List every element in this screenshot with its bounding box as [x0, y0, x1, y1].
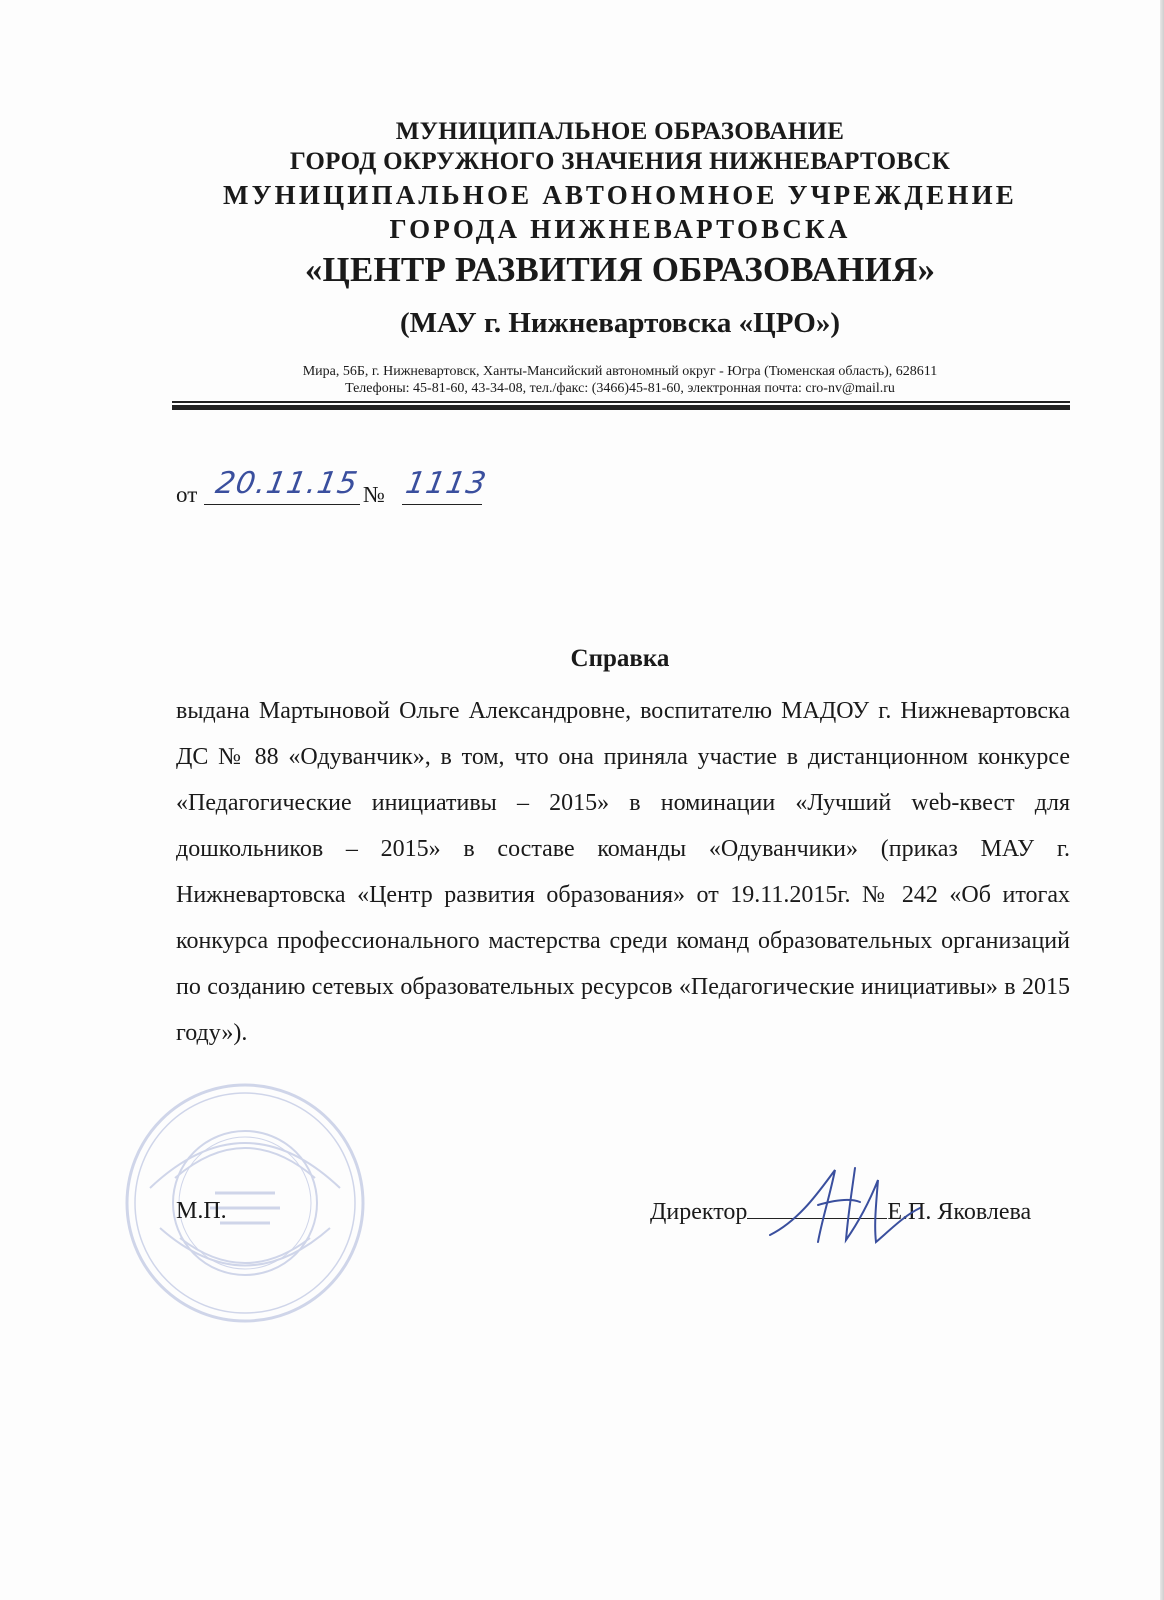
signer-name: Е.П. Яковлева	[887, 1199, 1032, 1225]
handwritten-date: 20.11.15	[212, 466, 361, 501]
document-title: Справка	[570, 645, 670, 672]
header-contacts: Телефоны: 45-81-60, 43-34-08, тел./факс: (3466)45-81-60, электронная почта: cro-nv@mail.ru	[345, 381, 895, 396]
handwritten-signature-icon	[760, 1160, 930, 1250]
header-short-name: (МАУ г. Нижневартовска «ЦРО»)	[400, 307, 840, 339]
header-institution-name: «ЦЕНТР РАЗВИТИЯ ОБРАЗОВАНИЯ»	[304, 250, 936, 289]
page-edge-shadow	[1160, 0, 1164, 1600]
header-divider-thick	[172, 405, 1070, 410]
header-institution-city: ГОРОДА НИЖНЕВАРТОВСКА	[389, 214, 851, 244]
header-divider-thin	[172, 401, 1070, 403]
header-city: ГОРОД ОКРУЖНОГО ЗНАЧЕНИЯ НИЖНЕВАРТОВСК	[289, 148, 951, 175]
header-address: Мира, 56Б, г. Нижневартовск, Ханты-Мансийский автономный округ - Югра (Тюменская область), 628611	[302, 364, 938, 379]
document-body: выдана Мартыновой Ольге Александровне, воспитателю МАДОУ г. Нижневартовска ДС № 88 «Одуванчик», в том, что она приняла участие в дистанционном конкурсе «Педагогические инициативы – 2015» в номинации «Лучший web-квест для дошкольников – 2015» в составе команды «Одуванчики» (приказ МАУ г. Нижневартовска «Центр развития образования» от 19.11.2015г. № 242 «Об итогах конкурса профессионального мастерства среди команд образовательных организаций по созданию сетевых образовательных ресурсов «Педагогические инициативы» в 2015 году»).	[176, 698, 1070, 1046]
signer-position: Директор	[650, 1199, 748, 1225]
number-label: №	[363, 482, 385, 507]
round-seal-icon	[120, 1078, 370, 1328]
handwritten-number: 1113	[402, 466, 490, 501]
header-institution-type: МУНИЦИПАЛЬНОЕ АВТОНОМНОЕ УЧРЕЖДЕНИЕ	[222, 180, 1017, 210]
date-label: от	[176, 482, 198, 507]
header-municipality: МУНИЦИПАЛЬНОЕ ОБРАЗОВАНИЕ	[395, 118, 845, 145]
seal-label: М.П.	[176, 1198, 227, 1224]
